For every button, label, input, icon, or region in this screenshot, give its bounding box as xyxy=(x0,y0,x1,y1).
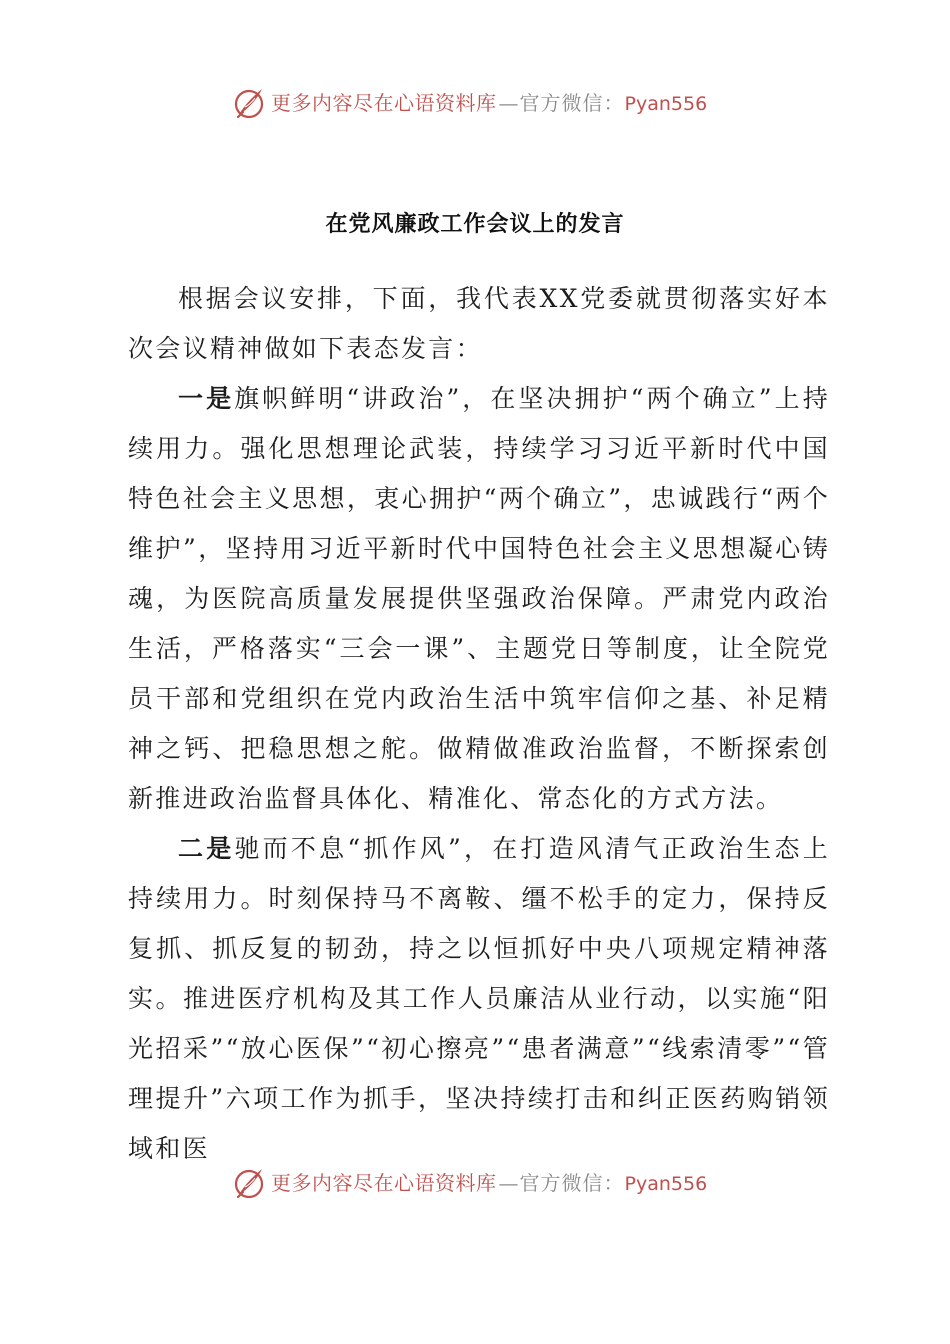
banner-wechat-label: —官方微信： xyxy=(498,91,625,115)
document-title: 在党风廉政工作会议上的发言 xyxy=(325,211,625,237)
banner-text xyxy=(271,1163,707,1204)
banner-text xyxy=(271,83,707,124)
paragraph-intro xyxy=(128,274,830,374)
paragraph-text: 旗帜鲜明“讲政治”，在坚决拥护“两个确立”上持续用力。强化思想理论武装，持续学习习近平新时代中国特色社会主义思想，衷心拥护“两个确立”，忠诚践行“两个维护”，坚持用习近平新时代中国特色社会主义思想凝心铸魂，为医院高质量发展提供坚强政治保障。严肃党内政治生活，严格落实“三会一课”、主题党日等制度，让全院党员干部和党组织在党内政治生活中筑牢信仰之基、补足精神之钙、把稳思想之舵。做精做准政治监督，不断探索创新推进政治监督具体化、精准化、常态化的方式方法。 xyxy=(128,384,830,813)
banner-site-name: 更多内容尽在心语资料库 xyxy=(271,1171,497,1195)
banner-wechat-label: —官方微信： xyxy=(498,1171,625,1195)
quill-pen-logo-icon xyxy=(231,85,267,121)
paragraph-lead: 一是 xyxy=(178,384,235,413)
paragraph-text: 根据会议安排，下面，我代表XX党委就贯彻落实好本次会议精神做如下表态发言： xyxy=(128,284,830,363)
header-banner xyxy=(0,83,950,123)
paragraph-lead: 二是 xyxy=(178,834,235,863)
banner-site-name: 更多内容尽在心语资料库 xyxy=(271,91,497,115)
quill-pen-logo-icon xyxy=(231,1165,267,1201)
paragraph-point-1 xyxy=(128,374,830,824)
document-body xyxy=(128,274,830,1174)
paragraph-point-2 xyxy=(128,824,830,1174)
paragraph-text: 驰而不息“抓作风”，在打造风清气正政治生态上持续用力。时刻保持马不离鞍、缰不松手的定力，保持反复抓、抓反复的韧劲，持之以恒抓好中央八项规定精神落实。推进医疗机构及其工作人员廉洁从业行动，以实施“阳光招采”“放心医保”“初心擦亮”“患者满意”“线索清零”“管理提升”六项工作为抓手，坚决持续打击和纠正医药购销领域和医 xyxy=(128,834,830,1163)
banner-wechat-id: Pyan556 xyxy=(624,93,708,115)
footer-banner xyxy=(0,1163,950,1203)
banner-wechat-id: Pyan556 xyxy=(624,1173,708,1195)
